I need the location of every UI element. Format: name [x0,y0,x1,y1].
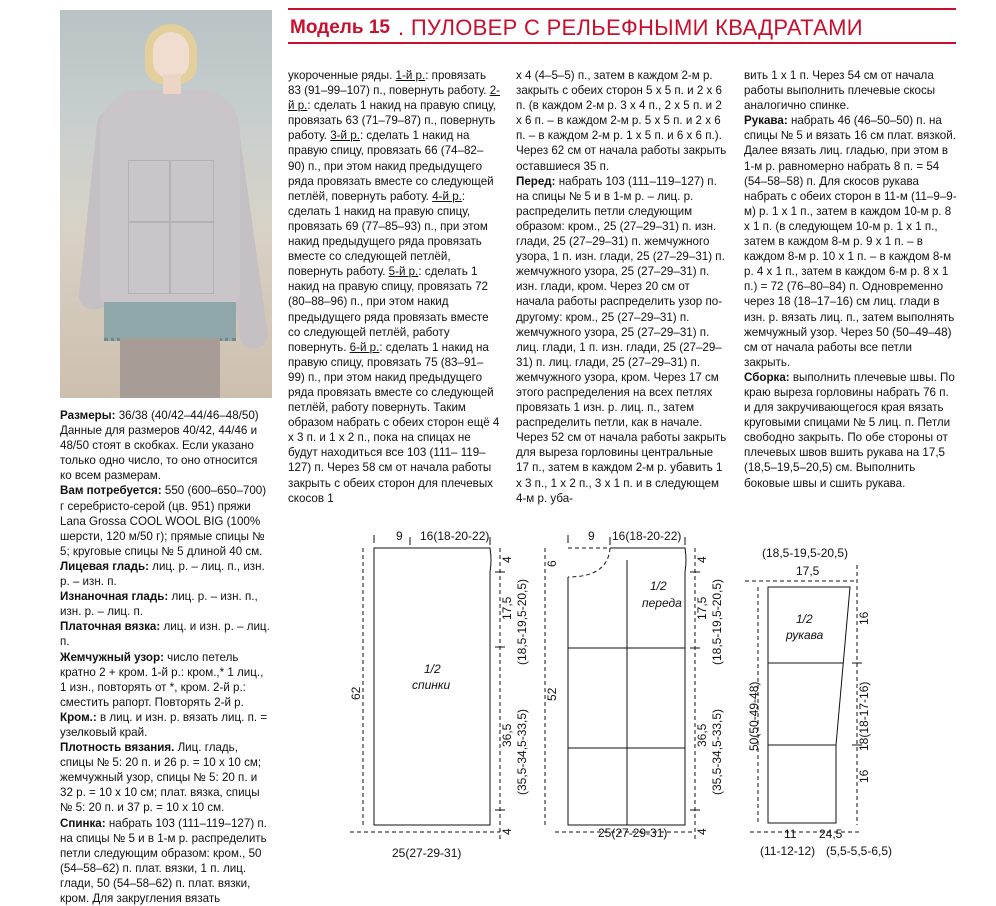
back-paragraph [60,816,272,906]
edge-text: в лиц. и изн. р. вязать лиц. п. = узелковый край. [60,710,268,739]
gauge-text: Лиц. гладь, спицы № 5: 20 п. и 26 р. = 10 х 10 см; жемчужный узор, спицы № 5: 20 п. и 32 р. = 10 х 10 см; плат. вязка, спицы № 5: 20 п. и 37 р. = 10 х 10 см. [60,741,262,815]
photo-pants [120,338,220,398]
edge-paragraph [60,710,272,740]
materials-text: 550 (600–650–700) г серебристо-серой (цв. 951) пряжи Lana Grossa COOL WOOL BIG (100% шерсти, 120 м/50 г); прямые спицы № 5; круговые спицы № 5 длиной 40 см. [60,484,267,558]
front-right-top: 4 [695,556,709,563]
back-right-mid: 17,5 [500,596,514,620]
sleeve-top-alt: (18,5-19,5-20,5) [762,546,849,560]
back-label-fraction: 1/2 [424,662,441,676]
sleeve-schematic [745,565,862,832]
text-run: : провязать 83 (91–99–107) п., повернуть работу. [288,69,490,98]
assembly-text: выполнить плечевые швы. По краю выреза горловины набрать 76 п. и для закручивающегося края вязать круговыми спицами № 5 лиц. п. Петли свободно закрыть. По обе стороны от плечевых швов вшить рукава на 17,5 (18,5–19,5–20,5) см. Выполнить боковые швы и сшить рукава. [744,370,955,490]
seed-paragraph [60,650,272,710]
front-right-low: 36,5 [695,723,709,747]
photo-sweater-square [128,160,170,222]
title-top-rule [288,8,956,10]
sleeve-label-fraction: 1/2 [796,612,813,626]
front-schematic [545,535,700,840]
assembly-paragraph [744,370,958,491]
pattern-diagrams [340,515,980,875]
sleeve-right-mid: 18(18-17-16) [857,681,871,751]
edge-label: Кром.: [60,710,97,724]
front-right-mid: 17,5 [695,596,709,620]
front-right-bottom: 4 [695,828,709,835]
garter-text: лиц. и изн. р. – лиц. п. [60,620,270,649]
sleeve-bottom-a-alt: (11-12-12) [760,844,816,858]
photo-sweater-square [170,160,214,222]
back-continued-paragraph: х 4 (4–5–5) п., затем в каждом 2-м р. закрыть с обеих сторон 5 х 5 п. и 2 х 6 п. (в каждом 2-м р. 3 х 4 п., 2 х 5 п. и 2 х 6 п. – в каждом 2-м р. 5 х 5 п. и 2 х 6 п. – в каждом 2-м р. 1 х 5 п. и 6 х 6 п.). Через 62 см от начала работы закрыть оставшиеся 35 п. [516,69,727,173]
reverse-text: лиц. р. – изн. п., изн. р. – лиц. п. [60,590,258,619]
text-column-1 [288,68,500,506]
row-label: 4-й р. [432,189,462,203]
sizes-paragraph [60,408,272,423]
sleeves-label: Рукава: [744,114,788,128]
seed-text: число петель кратно 2 + кром. 1-й р.: кром.,* 1 лиц., 1 изн., повторять от *, кром. 2-й р.: сместить рапорт. Повторять 2-й р. [60,650,264,709]
back-top-right: 16(18-20-22) [420,529,490,543]
sleeve-labels [747,546,892,858]
photo-face [153,32,189,78]
stockinette-paragraph [60,559,272,589]
back-right-bottom: 4 [500,828,514,835]
front-height: 52 [545,687,559,701]
page-title [288,8,956,44]
front-label-name: переда [642,596,682,610]
back-label: Спинка: [60,816,106,830]
text-run: : сделать 1 накид на правую спицу, провязать 66 (74–82–90) п., при этом накид предыдущего ряда провязать вместе со следующей петлёй, повернуть работу. [288,129,494,203]
back-height: 62 [349,686,363,700]
sizes-label: Размеры: [60,409,116,422]
front-bottom: 25(27-29-31) [598,826,668,840]
neckline [568,548,610,577]
front-text: набрать 103 (111–119–127) п. на спицы № 5 и в 1-м р. – лиц. р. распределить петли следующим образом: кром., 25 (27–29–31) п. изн. глади, 25 (27–29–31) п. жемчужного узора, 1 п. изн. глади, 25 (27–29–31) п. жемчужного узора, 25 (27–29–31) п. изн. глади, кром. Через 20 см от начала работы распределить узор по-другому: кром., 25 (27–29–31) п. жемчужного узора, 25 (27–29–31) п. лиц. глади, 1 п. изн. глади, 25 (27–29–31) п. лиц. глади, 25 (27–29–31) п. жемчужного узора, кром. Через 17 см этого распределения на всех петлях провязать 1 изн. р. лиц. п., затем распределить петли, как в начале. Через 52 см от начала работы закрыть для выреза горловины центральные 17 п., затем в каждом 2-м р. убавить 1 х 3 п., 1 х 2 п., 3 х 1 п. и в следующем 4-м р. уба- [516,174,727,505]
back-right-low-alt: (35,5-34,5-33,5) [515,708,529,795]
front-top-left: 9 [588,529,595,543]
front-continued-paragraph: вить 1 х 1 п. Через 54 см от начала работы выполнить плечевые скосы аналогично спинке. [744,69,936,113]
text-column-left [60,408,272,906]
row-label: 6-й р. [349,340,380,354]
front-right-mid-alt: (18,5-19,5-20,5) [710,578,724,665]
photo-sweater [100,90,240,302]
gauge-paragraph [60,740,272,815]
photo-sweater-square [128,222,170,294]
stockinette-label: Лицевая гладь: [60,559,149,573]
stockinette-text: лиц. р. – лиц. п., изн. р. – изн. п. [60,559,265,589]
materials-paragraph [60,483,272,558]
back-bottom: 25(27-29-31) [392,846,462,860]
front-neck-depth: 6 [545,560,559,567]
garter-label: Платочная вязка: [60,620,161,634]
row-label: 2-й р. [288,84,501,113]
text-column-2 [516,68,728,506]
sleeve-bottom-b: 24,5 [819,827,843,841]
garter-paragraph [60,619,272,649]
back-right-low: 36,5 [500,723,514,747]
sleeve-label-name: рукава [786,628,824,642]
sleeve-height: 50(50-49-48) [747,681,761,751]
row-label: 3-й р. [330,129,360,143]
back-text: набрать 103 (111–119–127) п. на спицы № 5 и в 1-м р. распределить петли следующим образом: кром., 50 (54–58–62) п. плат. вязки, 1 п. лиц. глади, 50 (54–58–62) п. плат. вязки, кром. Для закругления вязать [60,816,267,905]
text-run: : сделать 1 накид на правую спицу, провязать 69 (77–85–93) п., при этом накид предыдущего ряда провязать вместе со следующей петлёй, повернуть работу. [288,189,488,279]
text-run: : сделать 1 накид на правую спицу, провязать 75 (83–91–99) п., при этом накид предыдущего ряда провязать вместе со следующей петлёй, работу повернуть. Таким образом набрать с обеих сторон ещё 4 х 3 п. и 1 х 2 п., пока на спицах не будут находиться все 103 (111– 119–127) п. Через 58 см от начала работы закрыть с обеих сторон для плечевых скосов 1 [288,340,500,505]
assembly-label: Сборка: [744,370,790,384]
back-label-name: спинки [412,678,451,692]
photo-neck [163,74,181,94]
text-column-3 [744,68,958,491]
photo-blouse-hem [104,302,236,341]
gauge-label: Плотность вязания. [60,741,175,755]
back-right-top: 4 [500,556,514,563]
front-paragraph [516,174,728,506]
sleeve-right-top: 16 [857,611,871,625]
sleeve-bottom-a: 11 [784,827,797,841]
sleeve-right-bottom: 16 [857,769,871,783]
sleeve-bottom-b-alt: (5,5-5,5-6,5) [826,844,893,858]
model-photo [60,10,272,398]
sleeve-top: 17,5 [796,564,820,578]
reverse-label: Изнаночная гладь: [60,590,169,604]
front-right-low-alt: (35,5-34,5-33,5) [710,708,724,795]
front-labels [545,529,724,840]
back-right-mid-alt: (18,5-19,5-20,5) [515,578,529,665]
sizes-note: Данные для размеров 40/42, 44/46 и 48/50 стоят в скобках. Если указано только одно число, то оно относится ко всем размерам. [60,424,258,483]
model-name: . ПУЛОВЕР С РЕЛЬЕФНЫМИ КВАДРАТАМИ [398,15,863,40]
short-rows-paragraph [288,68,500,506]
front-label-fraction: 1/2 [650,579,667,593]
back-top-left: 9 [396,529,403,543]
text-run: укороченные ряды. [288,69,396,82]
reverse-paragraph [60,589,272,619]
text-run: : сделать 1 накид на правую спицу, провязать 63 (71–79–87) п., повернуть работу. [288,99,496,143]
materials-label: Вам потребуется: [60,484,162,498]
model-number: Модель 15 [290,17,390,38]
text-run: : сделать 1 накид на правую спицу, провязать 72 (80–88–96) п., при этом накид предыдущего ряда провязать вместе со следующей петлёй, работу повернуть. [288,265,489,354]
sleeves-text: набрать 46 (46–50–50) п. на спицы № 5 и вязать 16 см плат. вязкой. Далее вязать лиц. гладью, при этом в 1-м р. равномерно набрать 8 п. = 54 (54–58–58) п. Для скосов рукава набрать с обеих сторон в 11-м (11–9–9-м) р. 1 х 1 п., затем в каждом 10-м р. 8 х 1 п. (в следующем 10-м р. 1 х 1 п., затем в каждом 8-м р. 9 х 1 п. – в каждом 8-м р. 10 х 1 п. – в каждом 8-м р. 4 х 1 п., затем в каждом 6-м р. 8 х 1 п.) = 72 (76–80–84) п. Одновременно через 18 (18–17–16) см лиц. глади в изн. р. вязать лиц. п., затем выполнять жемчужный узор. Через 50 (50–49–48) см от начала работы все петли закрыть. [744,114,957,369]
photo-sweater-square [170,222,214,294]
sleeves-paragraph [744,113,958,370]
sizes-text: 36/38 (40/42–44/46–48/50) [115,409,259,422]
row-label: 5-й р. [388,265,419,279]
front-label: Перед: [516,174,556,188]
seed-label: Жемчужный узор: [60,650,164,664]
front-top-right: 16(18-20-22) [612,529,682,543]
row-label: 1-й р. [395,69,426,82]
